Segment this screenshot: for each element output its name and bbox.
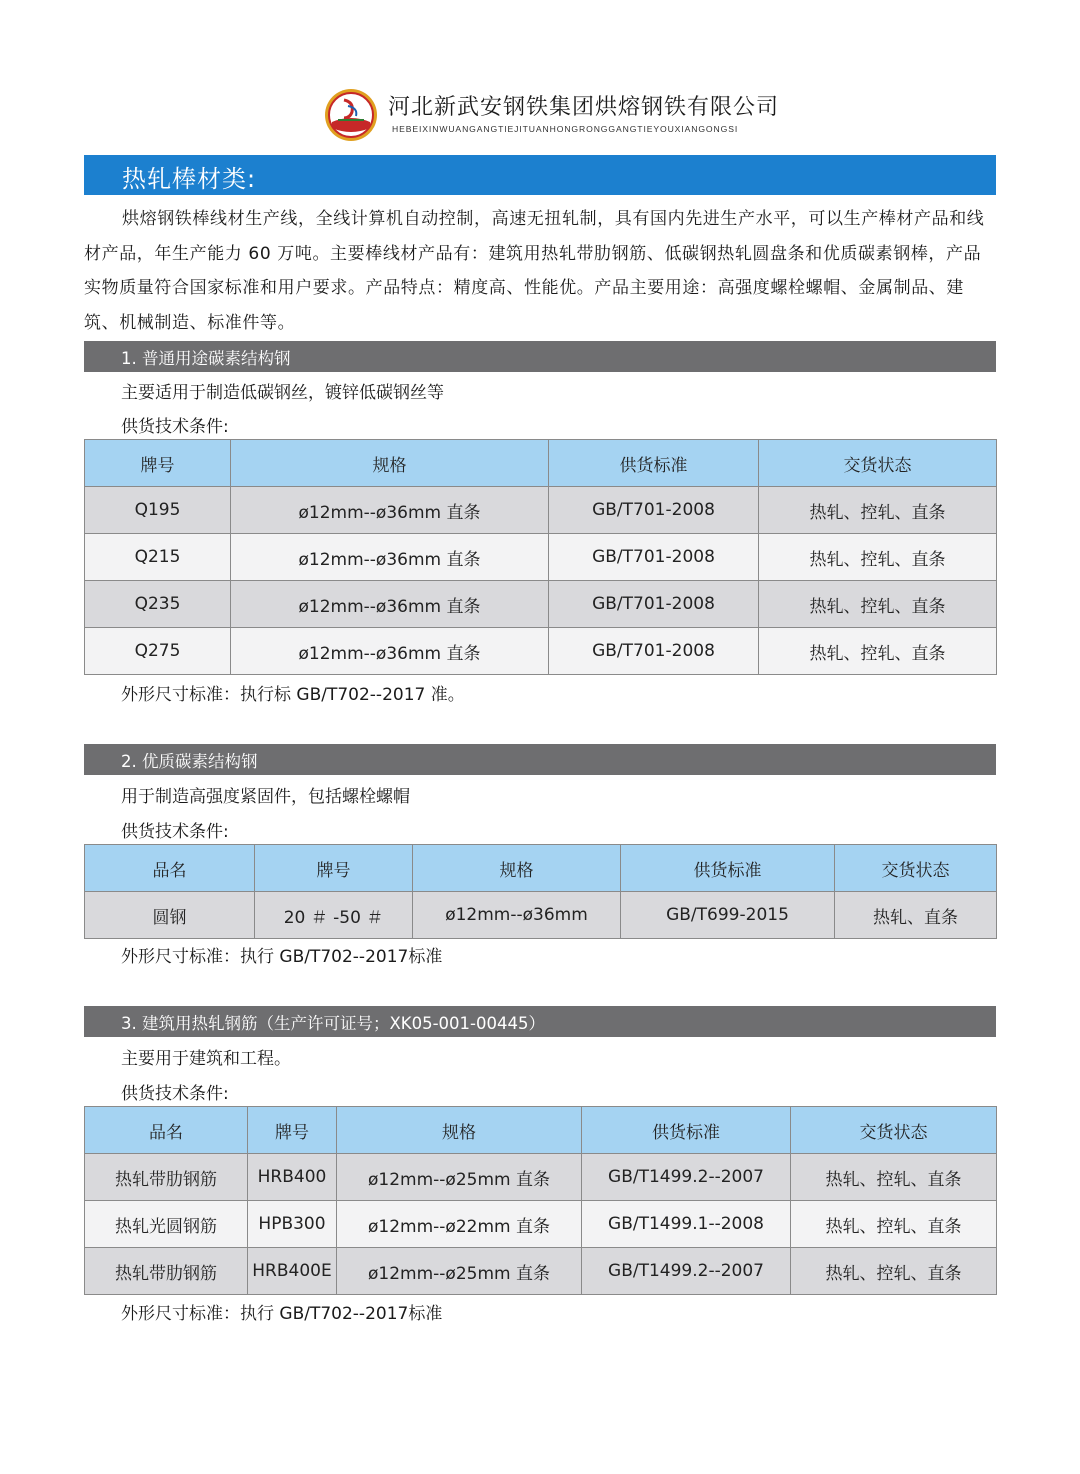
section-2-supply-label: 供货技术条件:: [121, 822, 229, 842]
table-cell: 热轧、控轧、直条: [759, 628, 997, 675]
page-title: 热轧棒材类:: [122, 165, 257, 193]
column-header: 交货状态: [835, 845, 997, 892]
table-cell: 热轧、直条: [835, 892, 997, 939]
table-cell: 20 ＃ -50 ＃: [255, 892, 413, 939]
table-cell: HRB400E: [248, 1248, 337, 1295]
table-row: [85, 1154, 997, 1201]
table-row: [85, 581, 997, 628]
section-3-supply-label: 供货技术条件:: [121, 1084, 229, 1104]
section-1-description: 主要适用于制造低碳钢丝，镀锌低碳钢丝等: [121, 383, 444, 403]
company-pinyin: HEBEIXINWUANGANGTIEJITUANHONGRONGGANGTIEYOUXIANGONGSI: [392, 124, 739, 134]
table-cell: GB/T701-2008: [549, 581, 759, 628]
table-cell: GB/T1499.2--2007: [582, 1154, 791, 1201]
table-cell: ø12mm--ø36mm 直条: [231, 534, 549, 581]
column-header: 品名: [85, 1107, 248, 1154]
table-cell: GB/T1499.1--2008: [582, 1201, 791, 1248]
table-row: [85, 1201, 997, 1248]
column-header: 规格: [413, 845, 621, 892]
table-cell: GB/T699-2015: [621, 892, 835, 939]
table-cell: ø12mm--ø25mm 直条: [337, 1154, 582, 1201]
table-cell: GB/T1499.2--2007: [582, 1248, 791, 1295]
table-cell: Q215: [85, 534, 231, 581]
table-cell: 热轧、控轧、直条: [791, 1201, 997, 1248]
table-cell: 热轧、控轧、直条: [759, 534, 997, 581]
section-1-supply-label: 供货技术条件:: [121, 417, 229, 437]
company-logo-icon: [324, 88, 378, 142]
table-cell: Q195: [85, 487, 231, 534]
column-header: 牌号: [85, 440, 231, 487]
column-header: 交货状态: [759, 440, 997, 487]
table-cell: HPB300: [248, 1201, 337, 1248]
table-cell: 热轧、控轧、直条: [759, 581, 997, 628]
table-cell: ø12mm--ø36mm: [413, 892, 621, 939]
table-cell: HRB400: [248, 1154, 337, 1201]
table-cell: GB/T701-2008: [549, 628, 759, 675]
column-header: 规格: [231, 440, 549, 487]
table-cell: Q235: [85, 581, 231, 628]
table-cell: 热轧、控轧、直条: [791, 1154, 997, 1201]
section-1-header: [84, 341, 996, 372]
column-header: 品名: [85, 845, 255, 892]
table-cell: ø12mm--ø36mm 直条: [231, 581, 549, 628]
column-header: 供货标准: [549, 440, 759, 487]
table-cell: ø12mm--ø36mm 直条: [231, 628, 549, 675]
table-row: [85, 1248, 997, 1295]
table-cell: 热轧带肋钢筋: [85, 1154, 248, 1201]
section-3-footnote: 外形尺寸标准：执行 GB/T702--2017标准: [121, 1304, 443, 1324]
company-name: 河北新武安钢铁集团烘熔钢铁有限公司: [388, 95, 780, 120]
table-row: [85, 534, 997, 581]
table-row: [85, 628, 997, 675]
table-cell: ø12mm--ø22mm 直条: [337, 1201, 582, 1248]
company-header: [0, 82, 1080, 142]
table-cell: GB/T701-2008: [549, 534, 759, 581]
section-2-description: 用于制造高强度紧固件，包括螺栓螺帽: [121, 787, 410, 807]
section-2-header: [84, 744, 996, 775]
section-2-title: 2. 优质碳素结构钢: [121, 752, 258, 771]
section-2-footnote: 外形尺寸标准：执行 GB/T702--2017标准: [121, 947, 443, 967]
section-3-header: [84, 1006, 996, 1037]
table-cell: 热轧光圆钢筋: [85, 1201, 248, 1248]
intro-paragraph: 烘熔钢铁棒线材生产线，全线计算机自动控制，高速无扭轧制，具有国内先进生产水平，可以生产棒材产品和线材产品，年生产能力 60 万吨。主要棒线材产品有：建筑用热轧带肋钢筋、低碳钢热轧圆盘条和优质碳素钢棒，产品实物质量符合国家标准和用户要求。产品特点：精度高、性能优。产品主要用途：高强度螺栓螺帽、金属制品、建筑、机械制造、标准件等。: [84, 209, 985, 333]
table-header-row: [85, 1107, 997, 1154]
table-row: [85, 487, 997, 534]
section-3-description: 主要用于建筑和工程。: [121, 1049, 291, 1069]
column-header: 供货标准: [621, 845, 835, 892]
column-header: 牌号: [255, 845, 413, 892]
table-cell: 热轧、控轧、直条: [791, 1248, 997, 1295]
section-3-table: [84, 1106, 997, 1295]
table-cell: 热轧、控轧、直条: [759, 487, 997, 534]
section-1-table: [84, 439, 997, 675]
table-cell: ø12mm--ø25mm 直条: [337, 1248, 582, 1295]
table-row: [85, 892, 997, 939]
section-1-footnote: 外形尺寸标准：执行标 GB/T702--2017 准。: [121, 685, 465, 705]
page-title-bar: [84, 155, 996, 195]
section-2-table: [84, 844, 997, 939]
table-header-row: [85, 440, 997, 487]
table-header-row: [85, 845, 997, 892]
table-cell: 热轧带肋钢筋: [85, 1248, 248, 1295]
table-cell: Q275: [85, 628, 231, 675]
section-3-title: 3. 建筑用热轧钢筋（生产许可证号；XK05-001-00445）: [121, 1014, 545, 1033]
column-header: 牌号: [248, 1107, 337, 1154]
column-header: 规格: [337, 1107, 582, 1154]
section-1-title: 1. 普通用途碳素结构钢: [121, 349, 291, 368]
column-header: 交货状态: [791, 1107, 997, 1154]
table-cell: GB/T701-2008: [549, 487, 759, 534]
table-cell: ø12mm--ø36mm 直条: [231, 487, 549, 534]
table-cell: 圆钢: [85, 892, 255, 939]
column-header: 供货标准: [582, 1107, 791, 1154]
